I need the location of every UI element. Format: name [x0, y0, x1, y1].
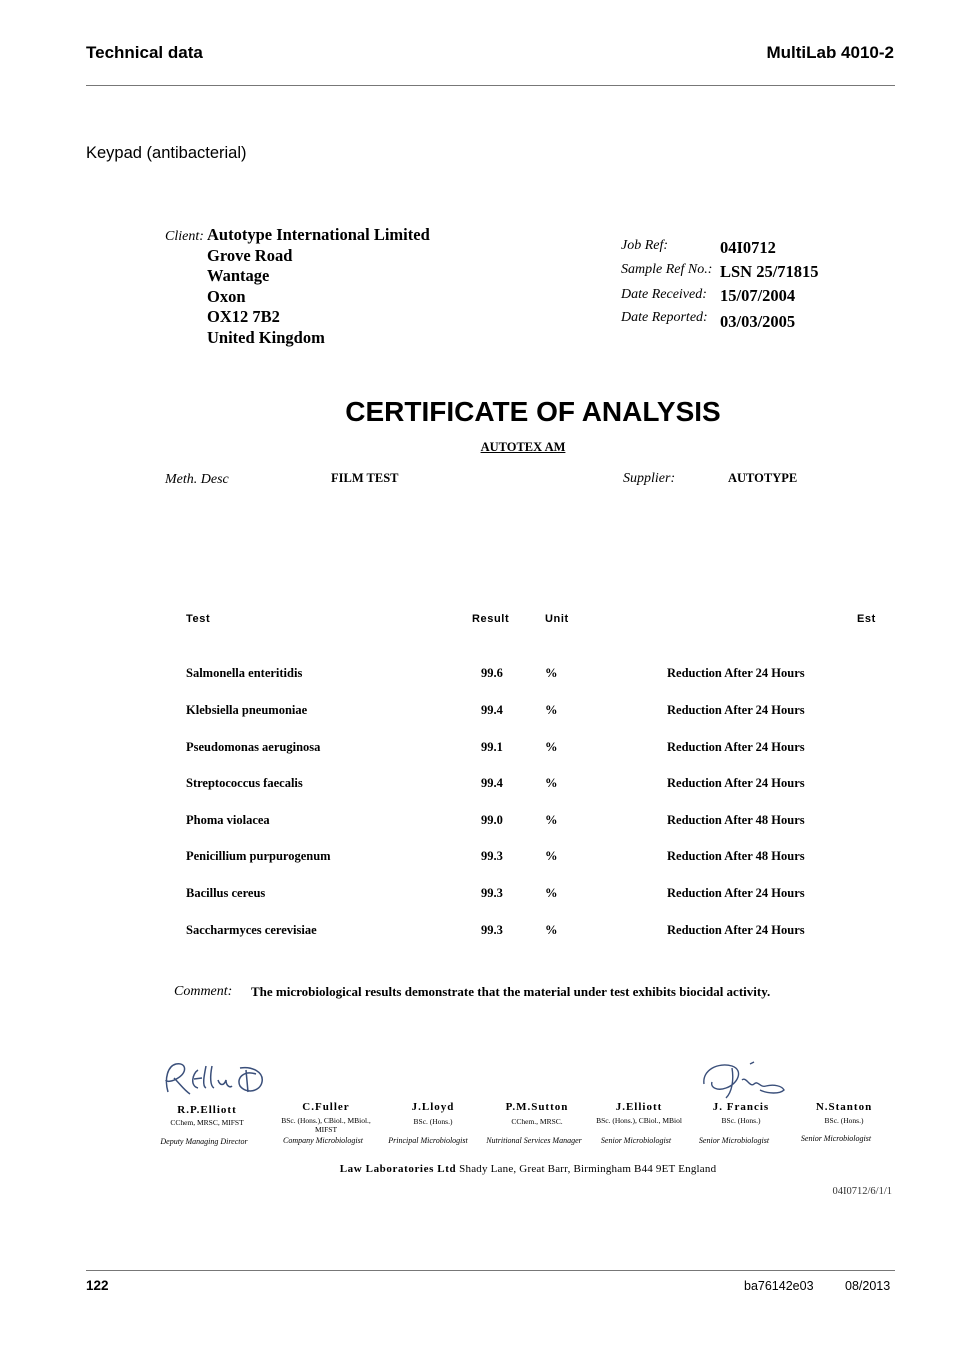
table-row-est: Reduction After 24 Hours: [667, 923, 805, 937]
certificate-title: CERTIFICATE OF ANALYSIS: [345, 396, 721, 427]
table-row-test: Pseudomonas aeruginosa: [186, 740, 321, 754]
signatory-name: N.Stanton: [815, 1101, 873, 1113]
table-row-result: 99.1: [481, 740, 503, 754]
signatory-qualifications: CChem, MRSC, MIFST: [170, 1118, 244, 1127]
table-row-result: 99.0: [481, 813, 503, 827]
supplier-value: AUTOTYPE: [728, 471, 798, 485]
table-row-unit: %: [545, 666, 558, 680]
table-row-result: 99.6: [481, 666, 503, 680]
table-row-est: Reduction After 48 Hours: [667, 849, 805, 863]
footer-doc-id: ba76142e03: [744, 1279, 814, 1293]
signatory-name: J. Francis: [712, 1101, 770, 1113]
table-row-result: 99.4: [481, 703, 503, 717]
table-row-unit: %: [545, 813, 558, 827]
table-row-est: Reduction After 24 Hours: [667, 776, 805, 790]
table-row-result: 99.3: [481, 849, 503, 863]
client-line: Oxon: [207, 286, 246, 306]
table-row-unit: %: [545, 849, 558, 863]
product-name: AUTOTEX AM: [480, 440, 566, 454]
client-label: Client:: [165, 229, 204, 244]
subheading: Keypad (antibacterial): [86, 144, 247, 162]
document-reference: 04I0712/6/1/1: [832, 1186, 892, 1197]
table-row-est: Reduction After 24 Hours: [667, 886, 805, 900]
signature-elliott-image: [160, 1058, 272, 1100]
table-row-est: Reduction After 48 Hours: [667, 813, 805, 827]
signatory-qualifications: CChem., MRSC.: [511, 1117, 563, 1126]
table-row-result: 99.4: [481, 776, 503, 790]
table-row-test: Bacillus cereus: [186, 886, 266, 900]
client-line: Wantage: [207, 266, 270, 285]
signatory-role: Senior Microbiologist: [800, 1134, 872, 1143]
client-line: Autotype International Limited: [207, 225, 430, 244]
table-row-test: Streptococcus faecalis: [186, 776, 303, 790]
signatory-role: Senior Microbiologist: [600, 1136, 672, 1145]
table-row-est: Reduction After 24 Hours: [667, 703, 805, 717]
job-ref-label: Job Ref:: [621, 238, 669, 253]
table-row-test: Saccharmyces cerevisiae: [186, 923, 317, 937]
table-row-est: Reduction After 24 Hours: [667, 740, 805, 754]
col-header-unit: Unit: [545, 613, 569, 625]
signatory-qualifications: BSc. (Hons.), CBiol., MBiol: [596, 1116, 682, 1125]
col-header-test: Test: [186, 613, 211, 625]
comment-text: The microbiological results demonstrate that the material under test exhibits biocidal activity.: [251, 984, 771, 999]
table-row-test: Penicillium purpurogenum: [186, 849, 331, 863]
signatory-role: Nutritional Services Manager: [486, 1136, 582, 1145]
col-header-result: Result: [472, 613, 510, 625]
signatory-qualifications: BSc. (Hons.): [721, 1116, 761, 1125]
lab-address-line: [0, 1163, 954, 1175]
signatory-qualifications: BSc. (Hons.), CBiol., MBiol., MIFST: [281, 1116, 371, 1134]
table-row-est: Reduction After 24 Hours: [667, 666, 805, 680]
signatory-name: C.Fuller: [302, 1101, 350, 1113]
date-received-label: Date Received:: [621, 287, 707, 302]
signatory-name: R.P.Elliott: [177, 1104, 237, 1116]
table-row-test: Phoma violacea: [186, 813, 270, 827]
page-number: 122: [86, 1278, 109, 1293]
signatory-qualifications: BSc. (Hons.): [824, 1116, 864, 1125]
client-line: OX12 7B2: [207, 307, 280, 326]
table-row-result: 99.3: [481, 886, 503, 900]
date-received-value: 15/07/2004: [720, 286, 796, 305]
footer-rule: [86, 1270, 895, 1271]
table-row-result: 99.3: [481, 923, 503, 937]
signatory-name: P.M.Sutton: [505, 1101, 569, 1113]
signatory-role: Deputy Managing Director: [160, 1137, 248, 1146]
signatory-role: Senior Microbiologist: [698, 1136, 770, 1145]
meth-desc-value: FILM TEST: [331, 471, 399, 485]
lab-name: Law Laboratories Ltd: [339, 1163, 457, 1175]
job-ref-value: 04I0712: [720, 238, 776, 257]
table-row-unit: %: [545, 886, 558, 900]
signature-francis-image: [698, 1058, 790, 1102]
date-reported-value: 03/03/2005: [720, 312, 796, 331]
supplier-label: Supplier:: [623, 471, 676, 486]
sample-ref-value: LSN 25/71815: [720, 262, 819, 281]
signatory-name: J.Elliott: [615, 1101, 663, 1113]
table-row-unit: %: [545, 703, 558, 717]
date-reported-label: Date Reported:: [621, 310, 708, 325]
client-line: United Kingdom: [207, 327, 325, 347]
header-product-name: MultiLab 4010-2: [766, 43, 894, 62]
lab-address: Shady Lane, Great Barr, Birmingham B44 9ET England: [459, 1163, 717, 1175]
signatory-name: J.Lloyd: [411, 1101, 455, 1113]
signatory-qualifications: BSc. (Hons.): [413, 1117, 453, 1126]
client-line: Grove Road: [207, 245, 293, 265]
signatory-role: Company Microbiologist: [283, 1136, 363, 1145]
sample-ref-label: Sample Ref No.:: [621, 262, 713, 277]
table-row-unit: %: [545, 923, 558, 937]
meth-desc-label: Meth. Desc: [165, 472, 229, 487]
footer-date: 08/2013: [845, 1279, 891, 1293]
table-row-unit: %: [545, 776, 558, 790]
table-row-test: Klebsiella pneumoniae: [186, 703, 308, 717]
table-row-test: Salmonella enteritidis: [186, 666, 303, 680]
col-header-est: Est: [857, 613, 876, 625]
comment-label: Comment:: [174, 984, 233, 999]
header-section-title: Technical data: [86, 43, 203, 62]
signatory-role: Principal Microbiologist: [388, 1136, 468, 1145]
header-rule: [86, 85, 895, 86]
table-row-unit: %: [545, 740, 558, 754]
client-address: [207, 225, 430, 348]
